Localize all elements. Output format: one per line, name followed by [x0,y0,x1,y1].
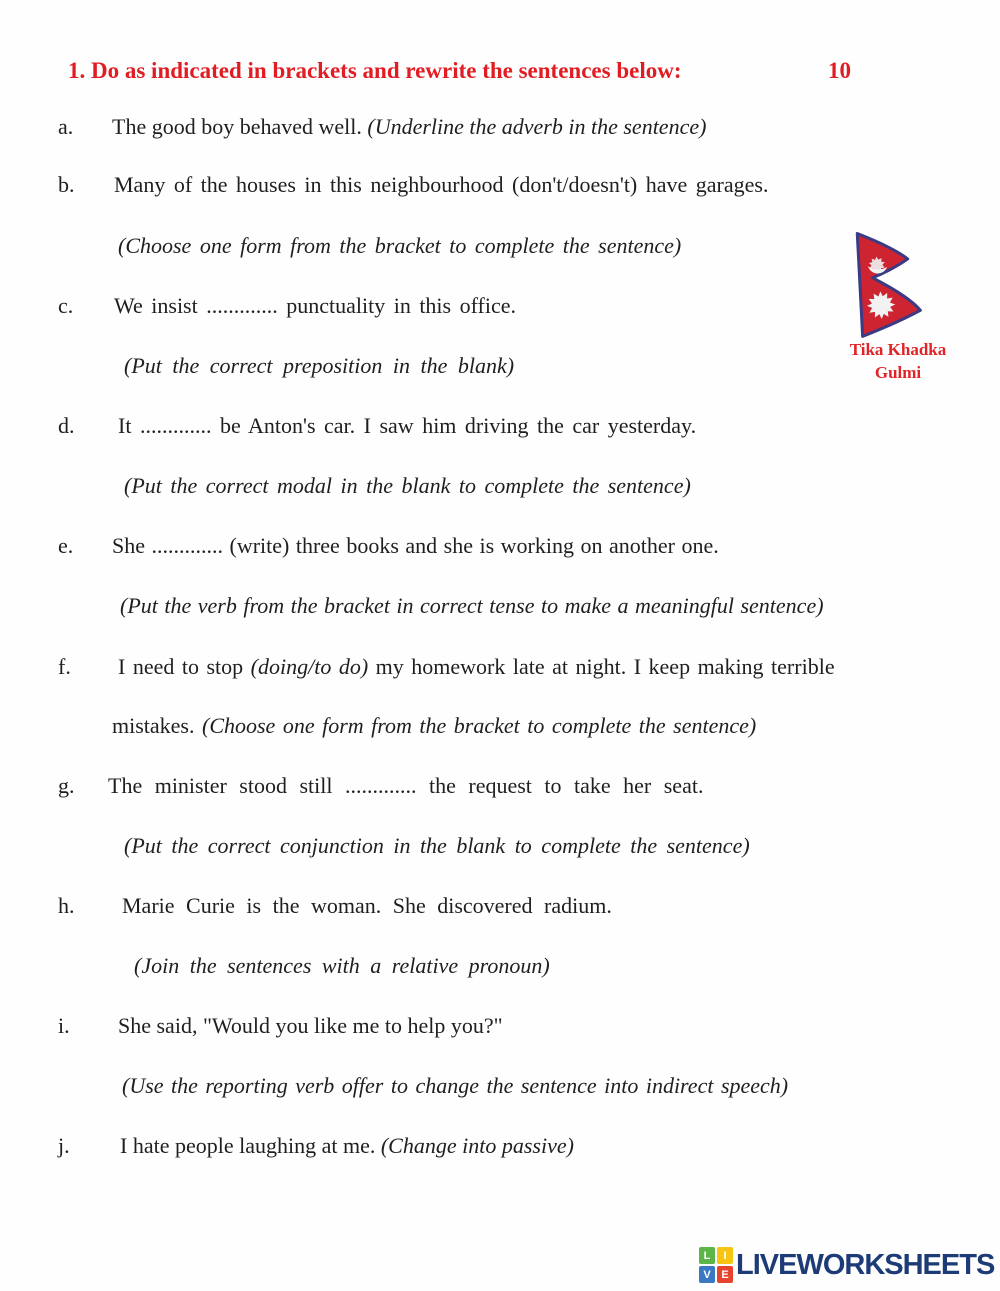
bracket-instruction-c: (Put the correct preposition in the blank) [124,353,515,378]
sentence-f-part2: my homework late at night. I keep making terrible [368,654,835,679]
item-label-c: c. [58,293,74,318]
sentence-i: She said, "Would you like me to help you?" [118,1013,503,1038]
bracket-instruction-h: (Join the sentences with a relative pronoun) [134,953,550,978]
bracket-instruction-j: (Change into passive) [380,1133,574,1158]
item-label-f: f. [58,654,71,679]
bracket-instruction-i: (Use the reporting verb offer to change the sentence into indirect speech) [122,1073,789,1098]
liveworksheets-logo[interactable] [699,1247,994,1283]
logo-square-v: V [699,1266,715,1283]
logo-square-e: E [717,1266,733,1283]
item-text-a [112,114,706,140]
liveworksheets-brand-text: LIVEWORKSHEETS [736,1248,995,1281]
nepal-flag-icon [848,229,928,346]
sentence-b: Many of the houses in this neighbourhood (don't/doesn't) have garages. [114,172,769,197]
sentence-f-options: (doing/to do) [250,654,369,679]
item-label-h: h. [58,893,75,918]
sentence-d: It ............. be Anton's car. I saw him driving the car yesterday. [118,413,697,438]
logo-square-i: I [717,1247,733,1264]
bracket-instruction-f: (Choose one form from the bracket to complete the sentence) [202,713,757,738]
sentence-a: The good boy behaved well. [112,114,368,139]
bracket-instruction-b: (Choose one form from the bracket to complete the sentence) [118,233,682,258]
item-label-e: e. [58,533,74,558]
stamp-author-name: Tika Khadka [849,340,947,359]
sentence-g: The minister stood still ............. the request to take her seat. [108,773,704,798]
sentence-h: Marie Curie is the woman. She discovered radium. [122,893,612,918]
item-label-a: a. [58,114,74,139]
exercise-marks: 10 [828,58,851,83]
bracket-instruction-d: (Put the correct modal in the blank to complete the sentence) [124,473,691,498]
item-label-g: g. [58,773,75,798]
sentence-j [120,1133,574,1159]
sentence-e: She ............. (write) three books and she is working on another one. [112,533,719,558]
liveworksheets-logo-icon [699,1247,733,1283]
exercise-title: 1. Do as indicated in brackets and rewrite the sentences below: [68,58,682,83]
sentence-c: We insist ............. punctuality in this office. [114,293,517,318]
stamp-author-place: Gulmi [874,363,922,382]
item-label-i: i. [58,1013,70,1038]
sentence-j-part1: I hate people laughing at me. [120,1133,381,1158]
item-label-b: b. [58,172,75,197]
bracket-instruction-e: (Put the verb from the bracket in correct tense to make a meaningful sentence) [120,593,824,618]
bracket-instruction-a: (Underline the adverb in the sentence) [367,114,707,139]
item-label-d: d. [58,413,75,438]
sentence-f-line1 [118,654,835,680]
sentence-f-part3: mistakes. [112,713,202,738]
item-label-j: j. [58,1133,70,1158]
bracket-instruction-g: (Put the correct conjunction in the blank to complete the sentence) [124,833,750,858]
sentence-f-part1: I need to stop [118,654,251,679]
sentence-f-line2 [112,713,756,739]
logo-square-l: L [699,1247,715,1264]
